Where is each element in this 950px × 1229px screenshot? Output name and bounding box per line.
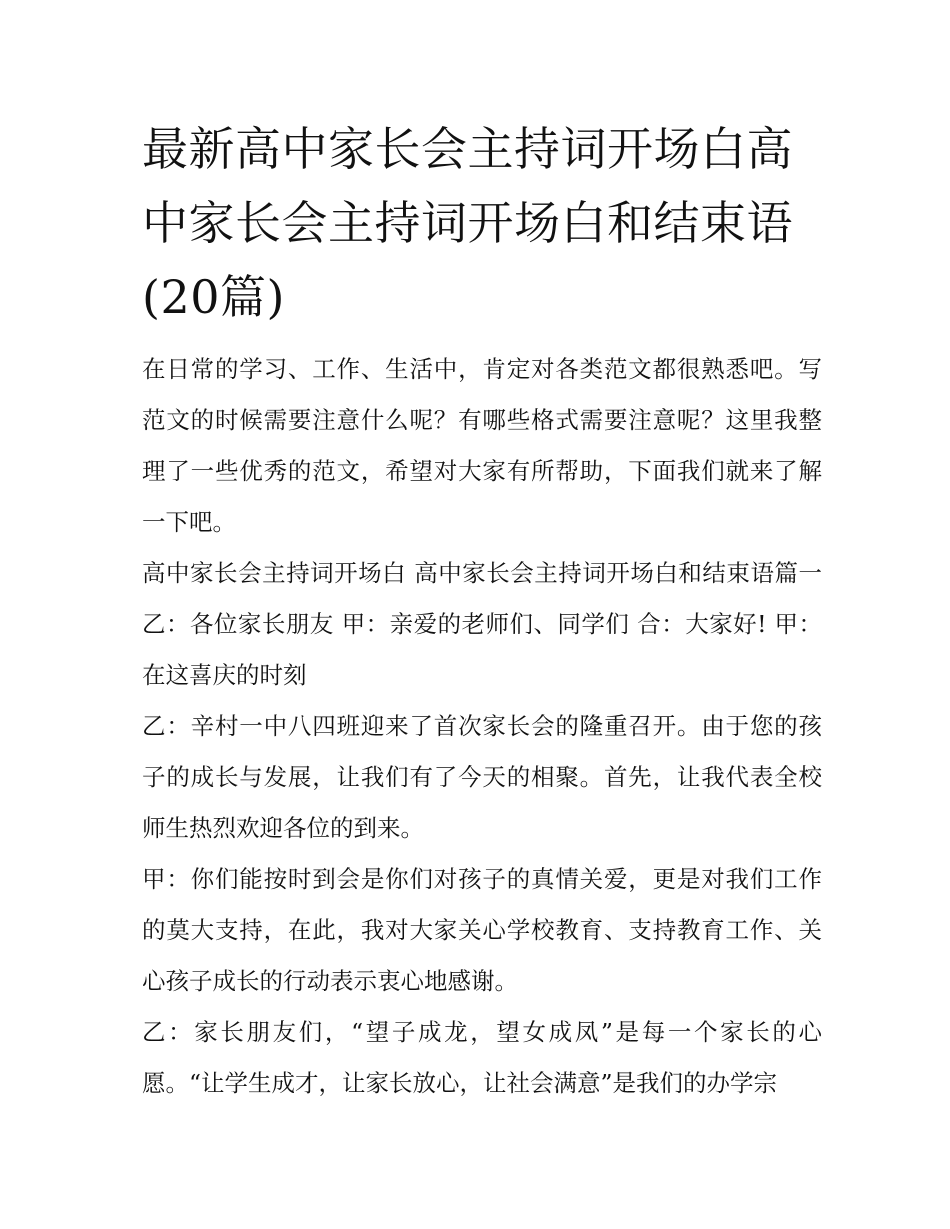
- document-page: [142, 112, 822, 1109]
- body-paragraph: 在日常的学习、工作、生活中，肯定对各类范文都很熟悉吧。写范文的时候需要注意什么呢？有哪些格式需要注意呢？这里我整理了一些优秀的范文，希望对大家有所帮助，下面我们就来了解一下吧。: [142, 355, 822, 536]
- body-paragraph: 乙：辛村一中八四班迎来了首次家长会的隆重召开。由于您的孩子的成长与发展，让我们有了今天的相聚。首先，让我代表全校师生热烈欢迎各位的到来。: [142, 712, 822, 842]
- body-paragraph: 乙：家长朋友们，“望子成龙，望女成凤”是每一个家长的心愿。“让学生成才，让家长放心，让社会满意”是我们的办学宗: [142, 1018, 822, 1097]
- document-body: [142, 344, 822, 1109]
- body-paragraph: 高中家长会主持词开场白 高中家长会主持词开场白和结束语篇一 乙：各位家长朋友 甲：亲爱的老师们、同学们 合：大家好! 甲：在这喜庆的时刻: [142, 559, 822, 689]
- body-paragraph: 甲：你们能按时到会是你们对孩子的真情关爱，更是对我们工作的莫大支持，在此，我对大家关心学校教育、支持教育工作、关心孩子成长的行动表示衷心地感谢。: [142, 865, 822, 995]
- document-title: 最新高中家长会主持词开场白高中家长会主持词开场白和结束语(20篇): [142, 122, 793, 324]
